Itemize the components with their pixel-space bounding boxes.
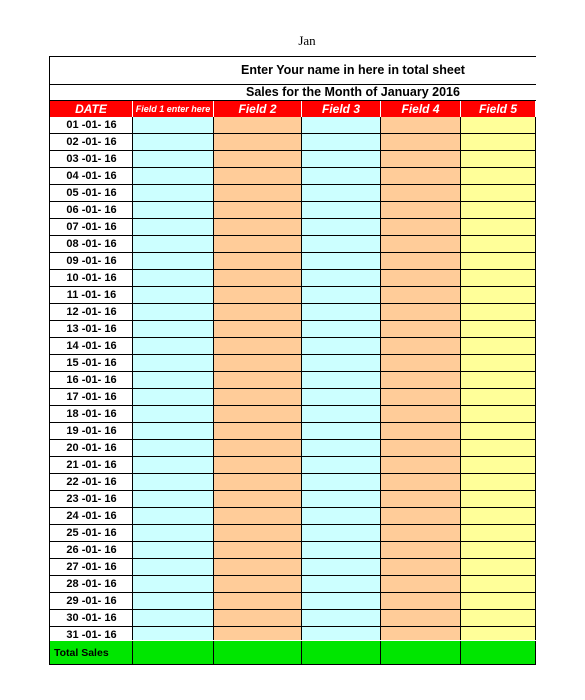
column-header-5[interactable]: Field 5 bbox=[461, 101, 536, 117]
column-header-1[interactable]: Field 1 enter here bbox=[133, 101, 214, 117]
row-divider bbox=[133, 354, 536, 355]
column-header-0[interactable]: DATE bbox=[50, 101, 133, 117]
row-divider bbox=[133, 286, 536, 287]
row-divider bbox=[133, 320, 536, 321]
row-divider bbox=[133, 388, 536, 389]
row-divider bbox=[133, 269, 536, 270]
date-cell[interactable]: 10 -01- 16 bbox=[50, 270, 133, 287]
date-cell[interactable]: 18 -01- 16 bbox=[50, 406, 133, 423]
date-cell[interactable]: 19 -01- 16 bbox=[50, 423, 133, 440]
row-divider bbox=[133, 422, 536, 423]
row-divider bbox=[133, 473, 536, 474]
column-header-2[interactable]: Field 2 bbox=[214, 101, 302, 117]
row-divider bbox=[133, 439, 536, 440]
row-divider bbox=[133, 218, 536, 219]
date-cell[interactable]: 25 -01- 16 bbox=[50, 525, 133, 542]
date-cell[interactable]: 20 -01- 16 bbox=[50, 440, 133, 457]
row-divider bbox=[133, 490, 536, 491]
total-cell-field-2[interactable] bbox=[214, 641, 302, 665]
date-cell[interactable]: 27 -01- 16 bbox=[50, 559, 133, 576]
row-divider bbox=[133, 558, 536, 559]
date-cell[interactable]: 31 -01- 16 bbox=[50, 627, 133, 644]
field-column-3[interactable] bbox=[302, 117, 381, 640]
row-divider bbox=[133, 133, 536, 134]
row-divider bbox=[133, 626, 536, 627]
name-header-row[interactable] bbox=[50, 57, 536, 85]
row-divider bbox=[133, 201, 536, 202]
row-divider bbox=[133, 575, 536, 576]
date-cell[interactable]: 16 -01- 16 bbox=[50, 372, 133, 389]
field-column-5[interactable] bbox=[461, 117, 536, 640]
row-divider bbox=[133, 167, 536, 168]
date-cell[interactable]: 23 -01- 16 bbox=[50, 491, 133, 508]
total-cell-field-1[interactable] bbox=[133, 641, 214, 665]
row-divider bbox=[133, 150, 536, 151]
field-column-4[interactable] bbox=[381, 117, 461, 640]
row-divider bbox=[133, 592, 536, 593]
month-header-row[interactable] bbox=[50, 84, 536, 101]
date-cell[interactable]: 28 -01- 16 bbox=[50, 576, 133, 593]
row-divider bbox=[133, 337, 536, 338]
sheet-title: Jan bbox=[298, 33, 316, 48]
date-cell[interactable]: 30 -01- 16 bbox=[50, 610, 133, 627]
row-divider bbox=[133, 456, 536, 457]
total-cell-field-3[interactable] bbox=[302, 641, 381, 665]
date-cell[interactable]: 06 -01- 16 bbox=[50, 202, 133, 219]
row-divider bbox=[133, 371, 536, 372]
date-cell[interactable]: 07 -01- 16 bbox=[50, 219, 133, 236]
row-divider bbox=[133, 541, 536, 542]
date-cell[interactable]: 08 -01- 16 bbox=[50, 236, 133, 253]
row-divider bbox=[133, 252, 536, 253]
date-cell[interactable]: 15 -01- 16 bbox=[50, 355, 133, 372]
date-cell[interactable]: 12 -01- 16 bbox=[50, 304, 133, 321]
row-divider bbox=[133, 507, 536, 508]
total-cell-field-5[interactable] bbox=[461, 641, 536, 665]
row-divider bbox=[133, 303, 536, 304]
row-divider bbox=[133, 235, 536, 236]
date-cell[interactable]: 22 -01- 16 bbox=[50, 474, 133, 491]
date-cell[interactable]: 14 -01- 16 bbox=[50, 338, 133, 355]
row-divider bbox=[133, 609, 536, 610]
date-cell[interactable]: 02 -01- 16 bbox=[50, 134, 133, 151]
date-cell[interactable]: 24 -01- 16 bbox=[50, 508, 133, 525]
date-cell[interactable]: 13 -01- 16 bbox=[50, 321, 133, 338]
date-cell[interactable]: 09 -01- 16 bbox=[50, 253, 133, 270]
date-cell[interactable]: 29 -01- 16 bbox=[50, 593, 133, 610]
total-cell-field-4[interactable] bbox=[381, 641, 461, 665]
spreadsheet-grid bbox=[49, 56, 536, 665]
date-cell[interactable]: 04 -01- 16 bbox=[50, 168, 133, 185]
row-divider bbox=[133, 184, 536, 185]
date-cell[interactable]: 05 -01- 16 bbox=[50, 185, 133, 202]
field-column-1[interactable] bbox=[133, 117, 214, 640]
date-cell[interactable]: 17 -01- 16 bbox=[50, 389, 133, 406]
date-cell[interactable]: 01 -01- 16 bbox=[50, 117, 133, 134]
field-column-2[interactable] bbox=[214, 117, 302, 640]
name-header-text: Enter Your name in here in total sheet bbox=[241, 63, 465, 77]
date-cell[interactable]: 11 -01- 16 bbox=[50, 287, 133, 304]
total-sales-label[interactable]: Total Sales bbox=[50, 641, 133, 665]
date-cell[interactable]: 21 -01- 16 bbox=[50, 457, 133, 474]
date-cell[interactable]: 03 -01- 16 bbox=[50, 151, 133, 168]
column-header-3[interactable]: Field 3 bbox=[302, 101, 381, 117]
column-header-4[interactable]: Field 4 bbox=[381, 101, 461, 117]
row-divider bbox=[133, 405, 536, 406]
month-header-text: Sales for the Month of January 2016 bbox=[246, 85, 460, 99]
row-divider bbox=[133, 524, 536, 525]
date-cell[interactable]: 26 -01- 16 bbox=[50, 542, 133, 559]
